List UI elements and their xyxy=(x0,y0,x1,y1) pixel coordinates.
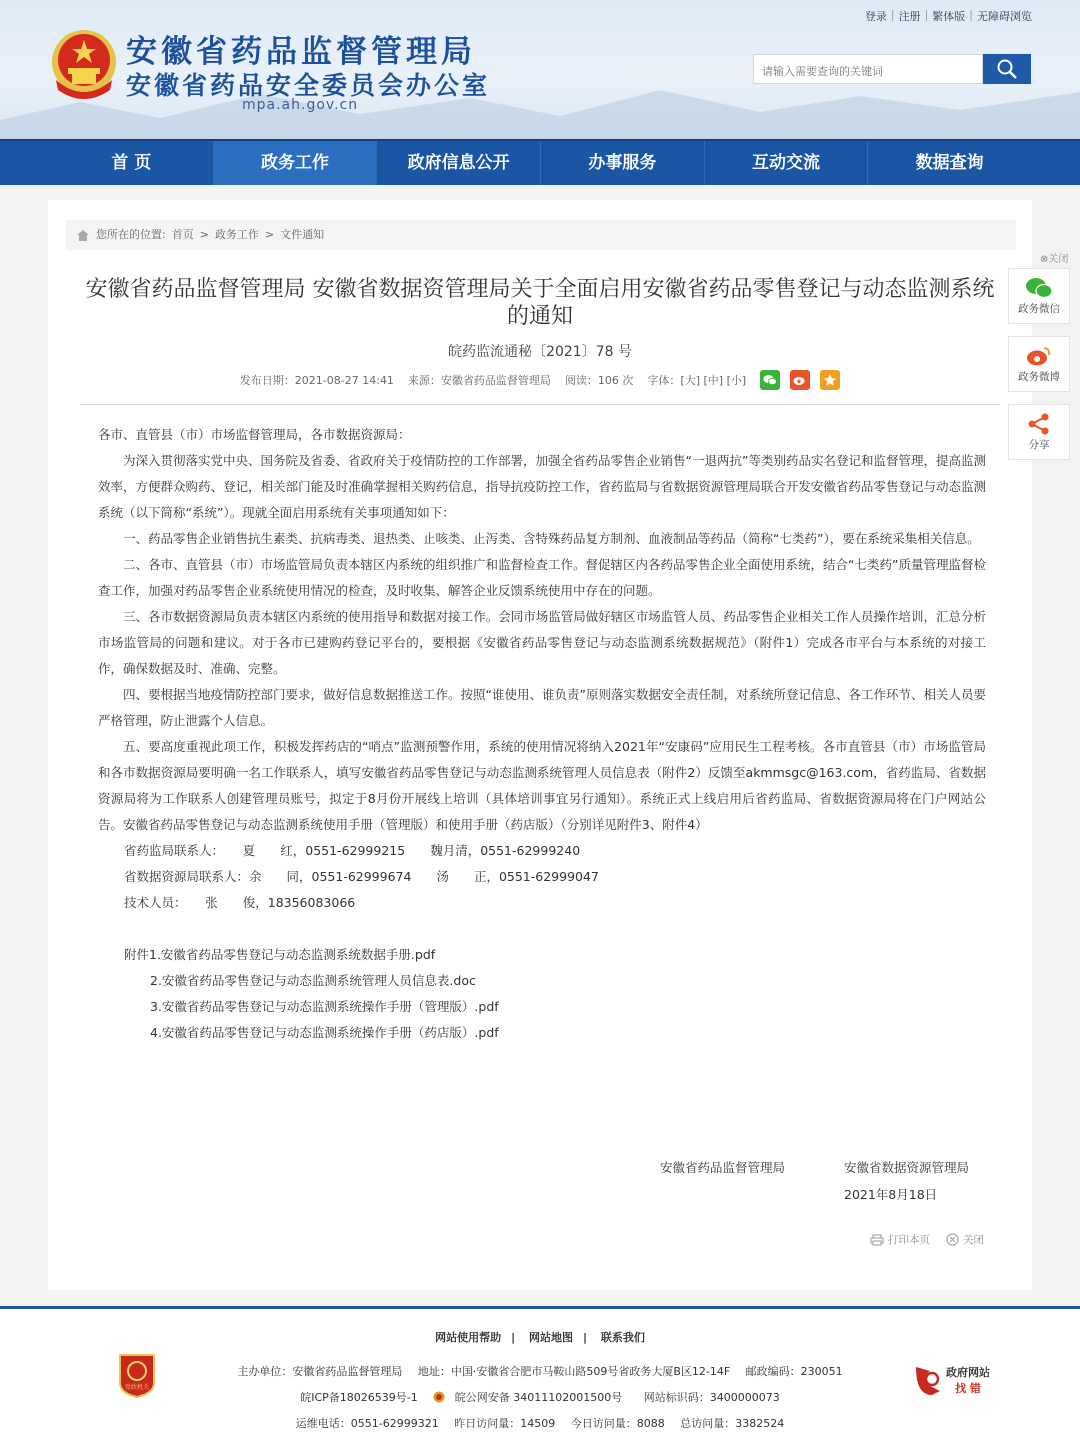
side-wechat-label: 政务微信 xyxy=(1018,303,1060,315)
side-weibo-label: 政务微博 xyxy=(1018,371,1060,383)
breadcrumb-government-work[interactable]: 政务工作 xyxy=(214,228,259,241)
national-emblem-icon xyxy=(50,28,118,100)
breadcrumb-separator: > xyxy=(264,228,275,241)
print-label: 打印本页 xyxy=(888,1234,930,1246)
footer-contact-link[interactable]: 联系我们 xyxy=(600,1331,645,1344)
publish-date: 发布日期：2021-08-27 14:41 xyxy=(239,374,394,387)
close-label: 关闭 xyxy=(963,1234,984,1246)
wechat-icon xyxy=(1025,277,1053,299)
side-share-label: 分享 xyxy=(1028,439,1050,451)
close-page-button[interactable] xyxy=(946,1232,984,1247)
attachment-link[interactable]: 附件1.安徽省药品零售登记与动态监测系统数据手册.pdf xyxy=(124,947,436,962)
site-subtitle: 安徽省药品安全委员会办公室 xyxy=(126,71,491,100)
signer-data-bureau: 安徽省数据资源管理局 xyxy=(844,1160,970,1175)
breadcrumb-notices[interactable]: 文件通知 xyxy=(280,228,325,241)
nav-data-query[interactable]: 数据查询 xyxy=(915,153,984,173)
read-count: 阅读：106 次 xyxy=(564,374,634,387)
document-number: 皖药监流通秘〔2021〕78 号 xyxy=(448,344,632,360)
article-source: 来源：安徽省药品监督管理局 xyxy=(407,374,551,387)
font-size-switch[interactable]: 字体：[大] [中] [小] xyxy=(647,374,747,387)
favorite-icon[interactable] xyxy=(820,370,840,390)
nav-interaction[interactable]: 互动交流 xyxy=(705,141,869,185)
gov-find-title: 政府网站 xyxy=(946,1366,990,1379)
signer-drug-admin: 安徽省药品监督管理局 xyxy=(660,1160,786,1175)
paragraph: 四、要根据当地疫情防控部门要求，做好信息数据推送工作。按照“谁使用、谁负责”原则落实数据安全责任制，对系统所登记信息、各工作环节、相关人员要严格管理，防止泄露个人信息。 xyxy=(98,687,986,728)
nav-services[interactable]: 办事服务 xyxy=(541,141,705,185)
site-title: 安徽省药品监督管理局 xyxy=(126,34,476,70)
footer-today-visits: 今日访问量：8088 xyxy=(570,1417,665,1430)
accessibility-link[interactable]: 无障碍浏览 xyxy=(977,10,1032,23)
contact-line: 技术人员： 张 俊，18356083066 xyxy=(124,895,356,910)
footer-phone: 运维电话：0551-62999321 xyxy=(295,1417,439,1430)
close-circle-icon xyxy=(946,1233,959,1246)
page-actions xyxy=(870,1232,984,1247)
attachment-link[interactable]: 3.安徽省药品零售登记与动态监测系统操作手册（管理版）.pdf xyxy=(150,999,499,1014)
nav-government-work[interactable]: 政务工作 xyxy=(214,141,378,185)
footer-help-link[interactable]: 网站使用帮助 xyxy=(435,1331,502,1344)
contact-line: 省数据资源局联系人：余 同，0551-62999674 汤 正，0551-62999047 xyxy=(124,869,599,884)
side-wechat[interactable] xyxy=(1008,268,1070,324)
side-close-button[interactable]: ⊗关闭 xyxy=(1040,254,1069,265)
footer-organizer: 主办单位：安徽省药品监督管理局 xyxy=(237,1365,403,1378)
weibo-share-icon[interactable] xyxy=(790,370,810,390)
sign-date: 2021年8月18日 xyxy=(844,1187,938,1202)
footer-site-id: 网站标识码：3400000073 xyxy=(643,1391,780,1404)
footer-stats-line xyxy=(0,1415,1080,1431)
gov-site-error-report[interactable] xyxy=(912,1361,998,1399)
paragraph: 一、药品零售企业销售抗生素类、抗病毒类、退热类、止咳类、止泻类、含特殊药品复方制剂、血液制品等药品（简称“七类药”），要在系统采集相关信息。 xyxy=(123,531,980,546)
attachment-link[interactable]: 4.安徽省药品零售登记与动态监测系统操作手册（药店版）.pdf xyxy=(150,1025,499,1040)
article-body xyxy=(98,422,986,1046)
paragraph: 五、要高度重视此项工作，积极发挥药店的“哨点”监测预警作用，系统的使用情况将纳入2021年“安康码”应用民生工程考核。各市直管县（市）市场监管局和各市数据资源局要明确一名工作联系人，填写安徽省药品零售登记与动态监测系统管理人员信息表（附件2）反馈至akmmsgc@163.com，省药监局、省数据资源局将为工作联系人创建管理员账号，拟定于8月份开展线上培训（具体培训事宜另行通知）。系统正式上线启用后省药监局、省数据资源局将在门户网站公告。安徽省药品零售登记与动态监测系统使用手册（管理版）和使用手册（药店版）（分别详见附件3、附件4） xyxy=(98,739,986,832)
contact-line: 省药监局联系人： 夏 红，0551-62999215 魏月清，0551-62999240 xyxy=(124,843,581,858)
police-badge-icon xyxy=(433,1391,445,1403)
top-links: 登录 | 注册 | 繁体版 | 无障碍浏览 xyxy=(864,8,1032,23)
side-weibo[interactable] xyxy=(1008,336,1070,392)
site-domain: mpa.ah.gov.cn xyxy=(242,97,359,113)
attachments xyxy=(98,942,986,1046)
article-meta xyxy=(48,370,1032,390)
side-close-label: 关闭 xyxy=(1048,254,1069,265)
site-header xyxy=(0,0,1080,140)
salutation: 各市、直管县（市）市场监督管理局，各市数据资源局： xyxy=(98,427,411,442)
main-nav xyxy=(0,139,1080,185)
search-button[interactable] xyxy=(983,54,1031,84)
article-title: 安徽省药品监督管理局 安徽省数据资管理局关于全面启用安徽省药品零售登记与动态监测系统的通知 xyxy=(85,277,995,329)
footer-address: 地址：中国·安徽省合肥市马鞍山路509号省政务大厦B区12-14F xyxy=(417,1365,731,1378)
footer-yesterday-visits: 昨日访问量：14509 xyxy=(454,1417,556,1430)
paragraph: 二、各市、直管县（市）市场监管局负责本辖区内系统的组织推广和监督检查工作。督促辖区内各药品零售企业全面使用系统，结合“七类药”质量管理监督检查工作，加强对药品零售企业系统使用情况的检查，及时收集、解答企业反馈系统使用中存在的问题。 xyxy=(98,557,986,598)
attachment-link[interactable]: 2.安徽省药品零售登记与动态监测系统管理人员信息表.doc xyxy=(150,973,476,988)
side-share[interactable] xyxy=(1008,404,1070,460)
footer-links: 网站使用帮助 | 网站地图 | 联系我们 xyxy=(435,1331,645,1344)
wechat-share-icon[interactable] xyxy=(760,370,780,390)
nav-home[interactable]: 首 页 xyxy=(50,141,214,185)
printer-icon xyxy=(870,1234,884,1246)
breadcrumb-home[interactable]: 首页 xyxy=(171,228,194,241)
share-icon xyxy=(1027,413,1051,435)
search-icon xyxy=(996,58,1018,80)
paragraph: 为深入贯彻落实党中央、国务院及省委、省政府关于疫情防控的工作部署，加强全省药品零售企业销售“一退两抗”等类别药品实名登记和监督管理，提高监测效率，方便群众购药、登记，相关部门能及时准确掌握相关购药信息，指导抗疫防控工作，省药监局与省数据资源管理局联合开发安徽省药品零售登记与动态监测系统（以下简称“系统”）。现就全面启用系统有关事项通知如下： xyxy=(98,453,986,520)
footer-icp[interactable]: 皖ICP备18026539号-1 xyxy=(300,1391,418,1404)
weibo-icon xyxy=(1026,345,1052,367)
footer-postcode: 邮政编码：230051 xyxy=(745,1365,843,1378)
article-panel xyxy=(48,200,1032,1290)
register-link[interactable]: 注册 xyxy=(898,10,921,23)
party-logo-text: 党政机关 xyxy=(124,1384,150,1391)
footer-total-visits: 总访问量：3382524 xyxy=(680,1417,785,1430)
traditional-link[interactable]: 繁体版 xyxy=(932,10,966,23)
login-link[interactable]: 登录 xyxy=(864,10,887,23)
print-button[interactable] xyxy=(870,1232,930,1247)
footer-sitemap-link[interactable]: 网站地图 xyxy=(529,1331,573,1344)
breadcrumb-label: 您所在的位置: xyxy=(96,228,166,241)
home-icon xyxy=(76,229,90,242)
footer-police-record-text: 皖公网安备 34011102001500号 xyxy=(454,1391,623,1404)
breadcrumb xyxy=(66,220,1016,250)
footer-police-record[interactable] xyxy=(433,1391,628,1404)
breadcrumb-separator: > xyxy=(199,228,209,241)
search-input[interactable]: 请输入需要查询的关键词 xyxy=(753,54,983,84)
divider xyxy=(80,404,1000,405)
paragraph: 三、各市数据资源局负责本辖区内系统的使用指导和数据对接工作。会同市场监管局做好辖区市场监管人员、药品零售企业相关工作人员操作培训，汇总分析市场监管局的问题和建议。对于各市已建购药登记平台的，要根据《安徽省药品零售登记与动态监测系统数据规范》（附件1）完成各市平台与本系统的对接工作，确保数据及时、准确、完整。 xyxy=(98,609,986,676)
gov-find-label: 找 错 xyxy=(955,1382,981,1395)
site-footer xyxy=(0,1306,1080,1449)
nav-info-disclosure[interactable]: 政府信息公开 xyxy=(377,141,541,185)
